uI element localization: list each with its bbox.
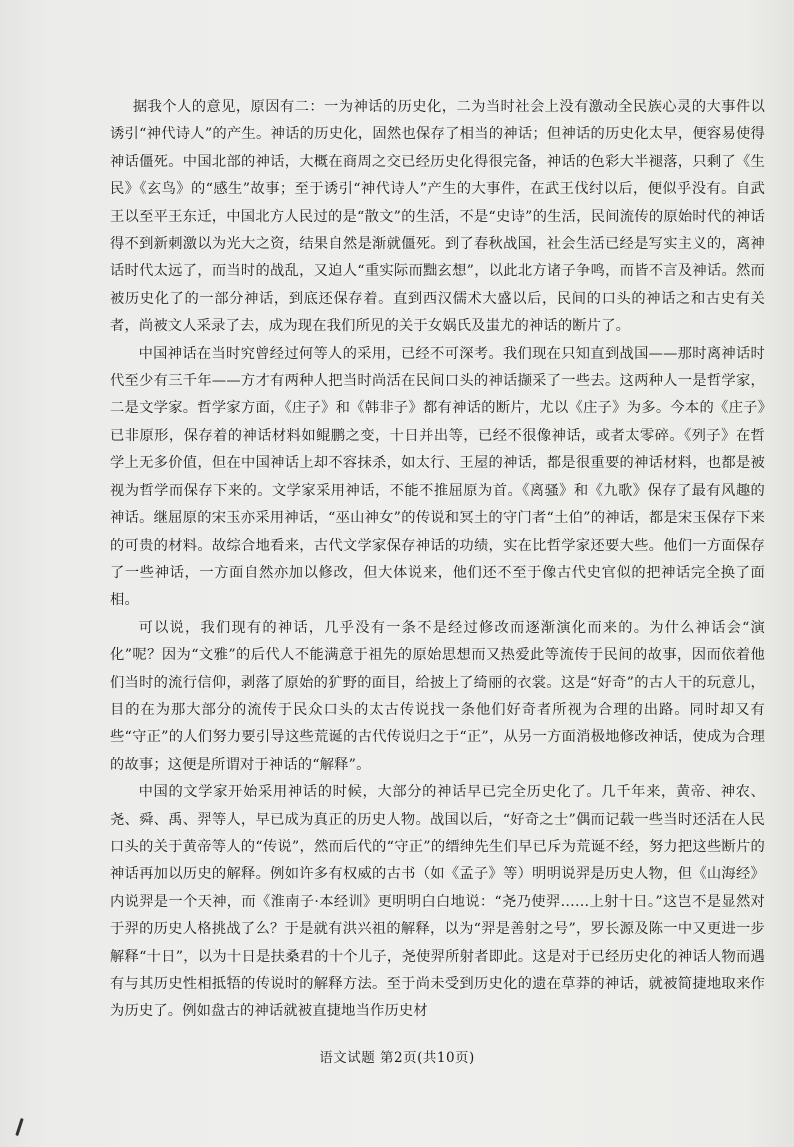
paragraph-2: 中国神话在当时究曾经过何等人的采用，已经不可深考。我们现在只知直到战国——那时离神话时代至少有三千年——方才有两种人把当时尚活在民间口头的神话撷采了一些去。这两种人一是哲学家，二是文学家。哲学家方面，《庄子》和《韩非子》都有神话的断片，尤以《庄子》为多。今本的《庄子》已非原形，保存着的神话材料如鲲鹏之变，十日并出等，已经不很像神话，或者太零碎。《列子》在哲学上无多价值，但在中国神话上却不容抹杀，如太行、王屋的神话，都是很重要的神话材料，也都是被视为哲学而保存下来的。文学家采用神话，不能不推屈原为首。《离骚》和《九歌》保存了最有风趣的神话。继屈原的宋玉亦采用神话，“巫山神女”的传说和冥土的守门者“土伯”的神话，都是宋玉保存下来的可贵的材料。故综合地看来，古代文学家保存神话的功绩，实在比哲学家还要大些。他们一方面保存了一些神话，一方面自然亦加以修改，但大体说来，他们还不至于像古代史官似的把神话完全换了面相。 — [110, 345, 765, 609]
paragraph-4: 中国的文学家开始采用神话的时候，大部分的神话早已完全历史化了。几千年来，黄帝、神农、尧、舜、禹、羿等人，早已成为真正的历史人物。战国以后，“好奇之士”偶而记载一些当时还活在人民口头的关于黄帝等人的“传说”，然而后代的“守正”的缙绅先生们早已斥为荒诞不经，努力把这些断片的神话再加以历史的解释。例如许多有权威的古书（如《孟子》等）明明说羿是历史人物，但《山海经》内说羿是一个天神，而《淮南子·本经训》更明明白白地说：“尧乃使羿……上射十日。”这岂不是显然对于羿的历史人格挑战了么？于是就有洪兴祖的解释，以为“羿是善射之号”，罗长源及陈一中又更进一步解释“十日”，以为十日是扶桑君的十个儿子，尧使羿所射者即此。这是对于已经历史化的神话人物而遇有与其历史性相抵牾的传说时的解释方法。至于尚未受到历史化的遗在草莽的神话，就被简捷地取来作为历史了。例如盘古的神话就被直捷地当作历史材 — [110, 784, 765, 1020]
scan-artifact-mark — [15, 1118, 23, 1136]
page-footer: 语文试题 第2页(共10页) — [319, 1050, 475, 1066]
paragraph-1: 据我个人的意见，原因有二：一为神话的历史化，二为当时社会上没有激动全民族心灵的大事件以诱引“神代诗人”的产生。神话的历史化，固然也保存了相当的神话；但神话的历史化太早，便容易使得神话僵死。中国北部的神话，大概在商周之交已经历史化得很完备，神话的色彩大半褪落，只剩了《生民》《玄鸟》的“感生”故事；至于诱引“神代诗人”产生的大事件，在武王伐纣以后，便似乎没有。自武王以至平王东迁，中国北方人民过的是“散文”的生活，不是“史诗”的生活，民间流传的原始时代的神话得不到新刺激以为光大之资，结果自然是渐就僵死。到了春秋战国，社会生活已经是写实主义的，离神话时代太远了，而当时的战乱，又迫人“重实际而黜玄想”，以此北方诸子争鸣，而皆不言及神话。然而被历史化了的一部分神话，到底还保存着。直到西汉儒术大盛以后，民间的口头的神话之和古史有关者，尚被文人采录了去，成为现在我们所见的关于女娲氏及蚩尤的神话的断片了。 — [110, 99, 765, 335]
paragraph-3: 可以说，我们现有的神话，几乎没有一条不是经过修改而逐渐演化而来的。为什么神话会“演化”呢？因为“文雅”的后代人不能满意于祖先的原始思想而又热爱此等流传于民间的故事，因而依着他们当时的流行信仰，剥落了原始的犷野的面目，给披上了绮丽的衣裳。这是“好奇”的古人干的玩意儿，目的在为那大部分的流传于民众口头的太古传说找一条他们好奇者所视为合理的出路。同时却又有些“守正”的人们努力要引导这些荒诞的古代传说归之于“正”，从另一方面消极地修改神话，使成为合理的故事；这便是所谓对于神话的“解释”。 — [110, 619, 765, 773]
article-body — [110, 94, 765, 1026]
